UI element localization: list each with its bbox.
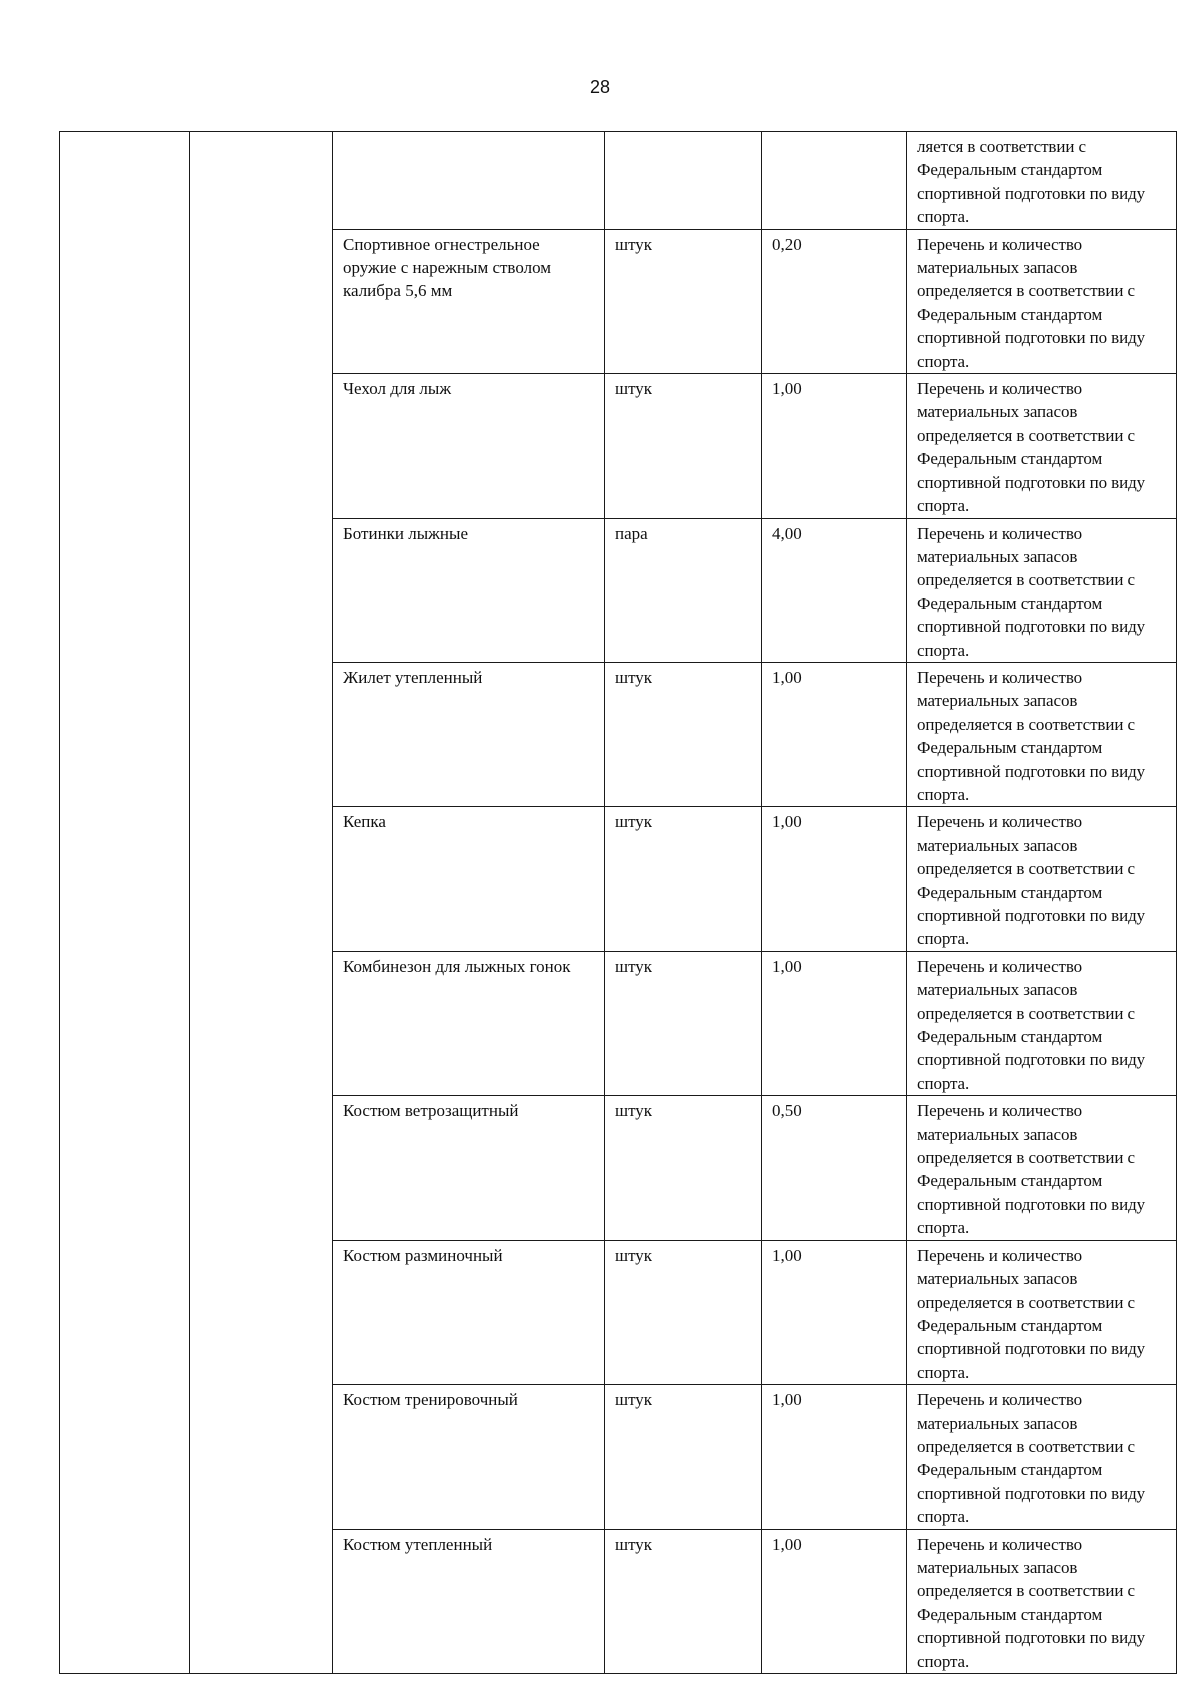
item-cell: Костюм ветрозащитный <box>333 1096 605 1240</box>
unit-cell: штук <box>605 229 762 373</box>
merged-cell-col-1 <box>60 132 190 1674</box>
item-cell: Костюм тренировочный <box>333 1385 605 1529</box>
unit-cell: штук <box>605 1529 762 1673</box>
unit-cell <box>605 132 762 230</box>
unit-cell: пара <box>605 518 762 662</box>
unit-cell: штук <box>605 374 762 518</box>
quantity-cell: 1,00 <box>762 807 907 951</box>
quantity-cell: 0,20 <box>762 229 907 373</box>
quantity-cell: 1,00 <box>762 1529 907 1673</box>
note-cell: Перечень и количество материальных запасов определяется в соответствии с Федеральным стандартом спортивной подготовки по виду спорта. <box>907 1529 1177 1673</box>
quantity-cell <box>762 132 907 230</box>
unit-cell: штук <box>605 662 762 806</box>
quantity-cell: 1,00 <box>762 951 907 1095</box>
unit-cell: штук <box>605 1096 762 1240</box>
note-cell: Перечень и количество материальных запасов определяется в соответствии с Федеральным стандартом спортивной подготовки по виду спорта. <box>907 229 1177 373</box>
item-cell: Костюм разминочный <box>333 1240 605 1384</box>
unit-cell: штук <box>605 1240 762 1384</box>
item-cell: Костюм утепленный <box>333 1529 605 1673</box>
page-number: 28 <box>589 77 611 97</box>
item-cell: Ботинки лыжные <box>333 518 605 662</box>
unit-cell: штук <box>605 951 762 1095</box>
quantity-cell: 0,50 <box>762 1096 907 1240</box>
item-cell: Комбинезон для лыжных гонок <box>333 951 605 1095</box>
merged-cell-col-2 <box>190 132 333 1674</box>
equipment-table <box>59 131 1177 1674</box>
item-cell: Жилет утепленный <box>333 662 605 806</box>
quantity-cell: 4,00 <box>762 518 907 662</box>
item-cell: Чехол для лыж <box>333 374 605 518</box>
item-cell <box>333 132 605 230</box>
note-cell: Перечень и количество материальных запасов определяется в соответствии с Федеральным стандартом спортивной подготовки по виду спорта. <box>907 807 1177 951</box>
quantity-cell: 1,00 <box>762 1385 907 1529</box>
item-cell: Спортивное огнестрельное оружие с нарежным стволом калибра 5,6 мм <box>333 229 605 373</box>
quantity-cell: 1,00 <box>762 1240 907 1384</box>
note-cell: Перечень и количество материальных запасов определяется в соответствии с Федеральным стандартом спортивной подготовки по виду спорта. <box>907 1096 1177 1240</box>
note-cell: Перечень и количество материальных запасов определяется в соответствии с Федеральным стандартом спортивной подготовки по виду спорта. <box>907 518 1177 662</box>
note-cell: Перечень и количество материальных запасов определяется в соответствии с Федеральным стандартом спортивной подготовки по виду спорта. <box>907 662 1177 806</box>
table-row-continuation <box>60 132 1177 230</box>
note-cell: Перечень и количество материальных запасов определяется в соответствии с Федеральным стандартом спортивной подготовки по виду спорта. <box>907 1385 1177 1529</box>
quantity-cell: 1,00 <box>762 662 907 806</box>
note-cell: Перечень и количество материальных запасов определяется в соответствии с Федеральным стандартом спортивной подготовки по виду спорта. <box>907 374 1177 518</box>
quantity-cell: 1,00 <box>762 374 907 518</box>
item-cell: Кепка <box>333 807 605 951</box>
note-cell: Перечень и количество материальных запасов определяется в соответствии с Федеральным стандартом спортивной подготовки по виду спорта. <box>907 1240 1177 1384</box>
note-cell: ляется в соответствии с Федеральным стандартом спортивной подготовки по виду спорта. <box>907 132 1177 230</box>
unit-cell: штук <box>605 807 762 951</box>
note-cell: Перечень и количество материальных запасов определяется в соответствии с Федеральным стандартом спортивной подготовки по виду спорта. <box>907 951 1177 1095</box>
unit-cell: штук <box>605 1385 762 1529</box>
